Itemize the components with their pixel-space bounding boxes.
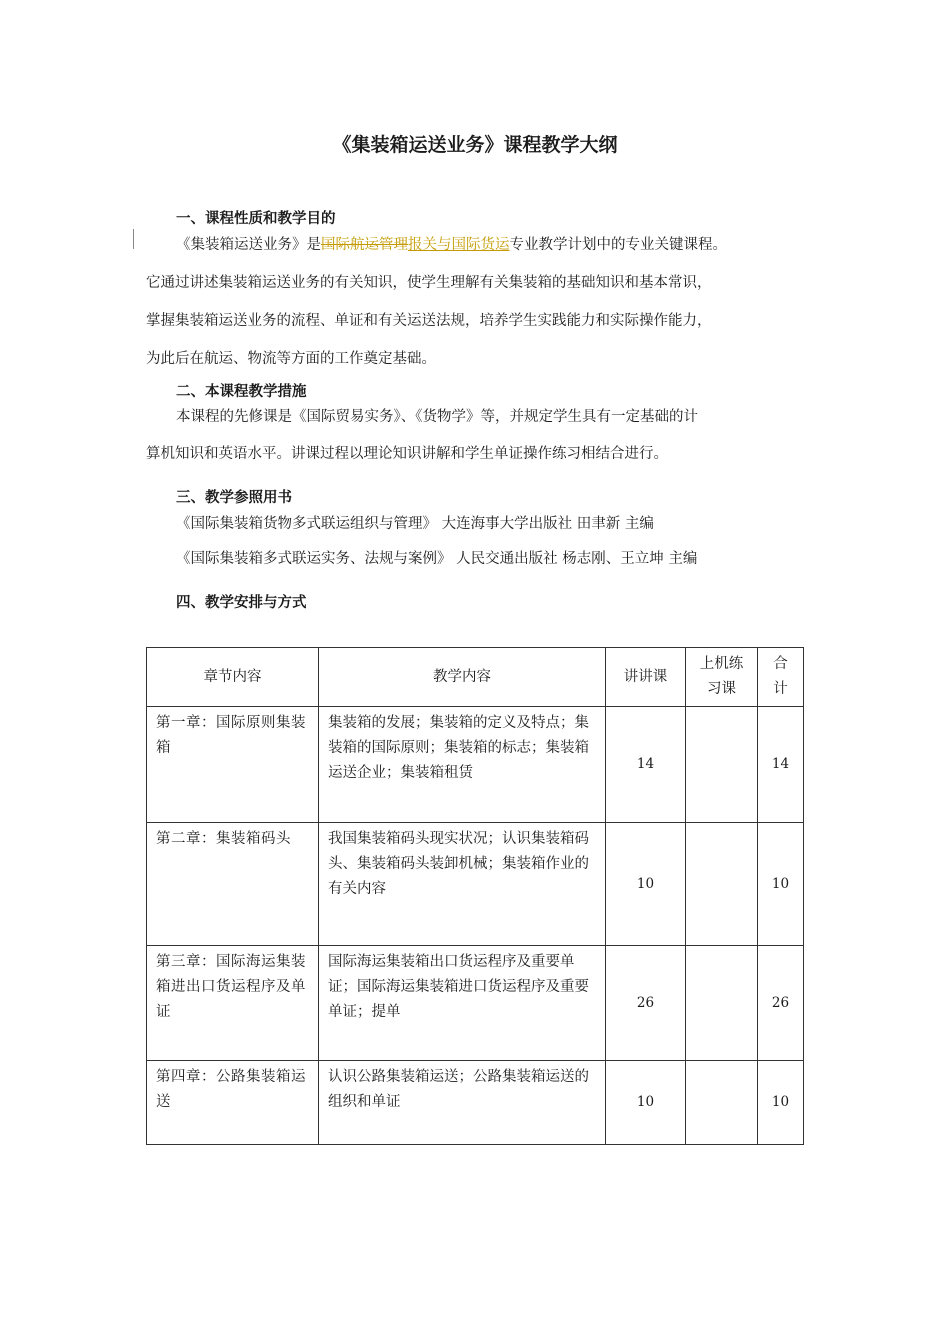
row-lab <box>686 707 758 823</box>
reference-book-1: 《国际集装箱货物多式联运组织与管理》 大连海事大学出版社 田聿新 主编 <box>176 516 654 532</box>
row-content: 国际海运集装箱出口货运程序及重要单证；国际海运集装箱进口货运程序及重要单证；提单 <box>319 946 606 1061</box>
row-chapter: 第二章：集装箱码头 <box>147 823 319 946</box>
row-lecture: 26 <box>606 946 686 1061</box>
row-total: 14 <box>758 707 804 823</box>
tracked-deletion: 国际航运管理 <box>321 237 408 253</box>
tracked-insertion: 报关与国际货运 <box>408 237 510 253</box>
section1-line-2: 它通过讲述集装箱运送业务的有关知识，使学生理解有关集装箱的基础知识和基本常识， <box>146 275 712 291</box>
table-row <box>147 946 804 1061</box>
text-cursor <box>133 229 134 249</box>
table-header-row <box>147 648 804 707</box>
row-total: 26 <box>758 946 804 1061</box>
section-heading-3: 三、教学参照用书 <box>176 490 292 506</box>
row-chapter: 第四章：公路集装箱运送 <box>147 1061 319 1145</box>
row-lab <box>686 823 758 946</box>
page-title: 《集装箱运送业务》课程教学大纲 <box>332 134 618 156</box>
section1-line1-suffix: 专业教学计划中的专业关键课程。 <box>509 237 727 253</box>
row-chapter: 第一章：国际原则集装箱 <box>147 707 319 823</box>
section-heading-2: 二、本课程教学措施 <box>176 384 307 400</box>
section-heading-1: 一、课程性质和教学目的 <box>176 211 336 227</box>
table-row <box>147 1061 804 1145</box>
row-lecture: 14 <box>606 707 686 823</box>
schedule-table <box>146 647 804 1145</box>
section1-line1-prefix: 《集装箱运送业务》是 <box>176 237 321 253</box>
section1-line-1 <box>176 233 727 254</box>
header-lecture: 讲讲课 <box>606 648 686 707</box>
reference-book-2: 《国际集装箱多式联运实务、法规与案例》 人民交通出版社 杨志刚、王立坤 主编 <box>176 551 698 567</box>
row-content: 集装箱的发展；集装箱的定义及特点；集装箱的国际原则；集装箱的标志；集装箱运送企业；集装箱租赁 <box>319 707 606 823</box>
section2-line-2: 算机知识和英语水平。讲课过程以理论知识讲解和学生单证操作练习相结合进行。 <box>146 446 668 462</box>
section2-line-1: 本课程的先修课是《国际贸易实务》、《货物学》等，并规定学生具有一定基础的计 <box>176 409 698 425</box>
table-row <box>147 707 804 823</box>
header-lab: 上机练习课 <box>686 648 758 707</box>
row-chapter: 第三章：国际海运集装箱进出口货运程序及单证 <box>147 946 319 1061</box>
section1-line-4: 为此后在航运、物流等方面的工作奠定基础。 <box>146 351 436 367</box>
header-chapter: 章节内容 <box>147 648 319 707</box>
row-content: 我国集装箱码头现实状况；认识集装箱码头、集装箱码头装卸机械；集装箱作业的有关内容 <box>319 823 606 946</box>
row-lecture: 10 <box>606 1061 686 1145</box>
row-total: 10 <box>758 823 804 946</box>
row-lecture: 10 <box>606 823 686 946</box>
table-row <box>147 823 804 946</box>
row-lab <box>686 946 758 1061</box>
row-total: 10 <box>758 1061 804 1145</box>
header-content: 教学内容 <box>319 648 606 707</box>
header-total: 合计 <box>758 648 804 707</box>
section-heading-4: 四、教学安排与方式 <box>176 595 307 611</box>
section1-line-3: 掌握集装箱运送业务的流程、单证和有关运送法规，培养学生实践能力和实际操作能力， <box>146 313 712 329</box>
row-content: 认识公路集装箱运送；公路集装箱运送的组织和单证 <box>319 1061 606 1145</box>
row-lab <box>686 1061 758 1145</box>
